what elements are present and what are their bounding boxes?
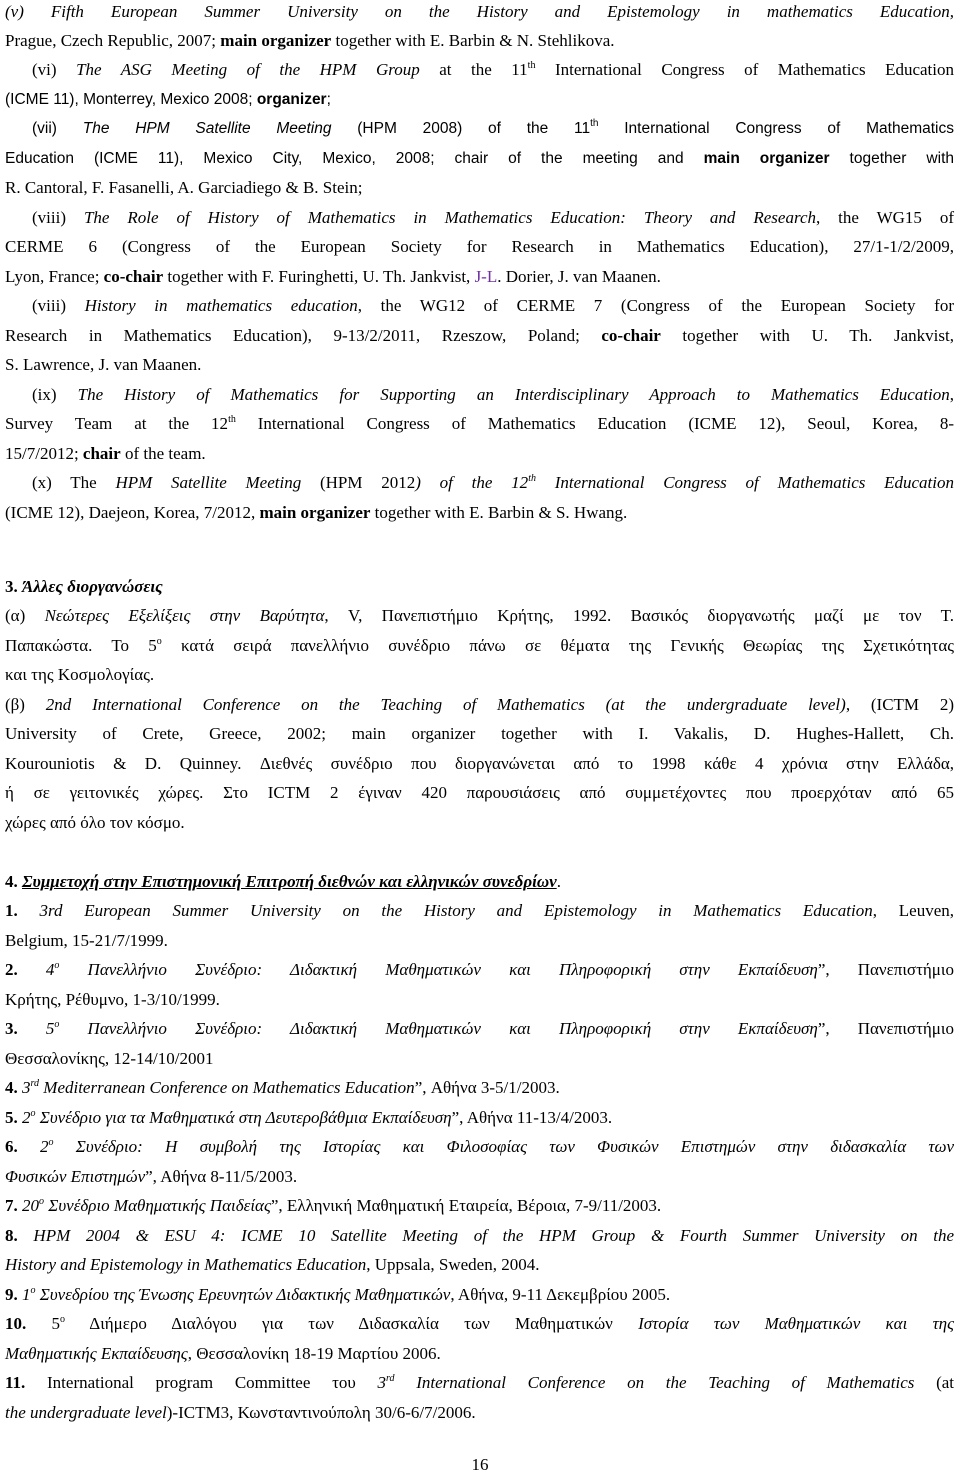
section-4-item-5: 5. $2^o$ Συνέδριο για τα Μαθηματικά στη Δευτεροβάθμια Εκπαίδευση”, Αθήνα 11-13/4/2003. — [5, 1108, 613, 1127]
section-4-item-11-line1: 11. International program Committee του 3rd International Conference on the Teaching of Mathematics (at — [5, 1373, 954, 1392]
section-4-item-1-line2: Belgium, 15-21/7/1999. — [5, 931, 168, 950]
section-4-item-9: 9. $1^o$ Συνεδρίου της Ένωσης Ερευνητών Διδακτικής Μαθηματικών, Αθήνα, 9-11 Δεκεμβρίου 2005. — [5, 1285, 671, 1304]
page-number: 16 — [471, 1455, 489, 1474]
section-4-item-10-line2: Μαθηματικής Εκπαίδευσης, Θεσσαλονίκη 18-19 Μαρτίου 2006. — [5, 1344, 441, 1363]
section-4-item-1-line1: 1. 3rd European Summer University on the History and Epistemology in Mathematics Education, Leuven, — [5, 901, 954, 920]
entry-x-line1: (x) The HPM Satellite Meeting (HPM 2012) of the 12th International Congress of Mathematics Education — [32, 473, 954, 492]
section-4-item-3-line2: Θεσσαλονίκης, 12-14/10/2001 — [5, 1049, 214, 1068]
entry-v-line1: (v) Fifth European Summer University on the History and Epistemology in mathematics Education, — [5, 2, 954, 21]
section-4-item-2-line2: Κρήτης, Ρέθυμνο, 1-3/10/1999. — [5, 990, 220, 1009]
section-4-item-8-line1: 8. HPM 2004 & ESU 4: ICME 10 Satellite Meeting of the HPM Group & Fourth Summer University on the — [5, 1226, 955, 1245]
section-3-b-line2: University of Crete, Greece, 2002; main organizer together with I. Vakalis, D. Hughes-Hallett, Ch. — [5, 724, 954, 743]
entry-vi-line2: (ICME 11), Monterrey, Mexico 2008; organizer; — [5, 91, 331, 108]
entry-viii-cerme6-line2: CERME 6 (Congress of the European Society for Research in Mathematics Education), 27/1-1/2/2009, — [5, 237, 954, 256]
section-4-item-6-line2: Φυσικών Επιστημών”, Αθήνα 8-11/5/2003. — [5, 1167, 298, 1186]
entry-viii-cerme7-line1: (viii) History in mathematics education, the WG12 of CERME 7 (Congress of the European Society for — [32, 296, 954, 315]
section-4-item-11-line2: the undergraduate level)-ICTM3, Κωνσταντινούπολη 30/6-6/7/2006. — [5, 1403, 476, 1422]
entry-viii-cerme6-line1: (viii) The Role of History of Mathematics in Mathematics Education: Theory and Research, the WG15 of — [32, 208, 954, 227]
section-4-item-6-line1: 6. $2^o$ Συνέδριο: Η συμβολή της Ιστορίας και Φιλοσοφίας των Φυσικών Επιστημών στην διδασκαλία των — [5, 1137, 955, 1156]
section-3-a-line3: και της Κοσμολογίας. — [5, 665, 155, 684]
section-4-heading: 4. Συμμετοχή στην Επιστημονική Επιτροπή διεθνών και ελληνικών συνεδρίων. — [5, 872, 561, 891]
entry-x-line2: (ICME 12), Daejeon, Korea, 7/2012, main organizer together with E. Barbin & S. Hwang. — [5, 503, 628, 522]
section-4-item-7: 7. $20^o$ Συνέδριο Μαθηματικής Παιδείας”, Ελληνική Μαθηματική Εταιρεία, Βέροια, 7-9/11/2003. — [5, 1196, 662, 1215]
section-4-item-4: 4. 3rd Mediterranean Conference on Mathematics Education”, Αθήνα 3-5/1/2003. — [5, 1078, 560, 1097]
section-4-item-2-line1: 2. $4^o$ Πανελλήνιο Συνέδριο: Διδακτική Μαθηματικών και Πληροφορική στην Εκπαίδευση”, Πανεπιστήμιο — [5, 960, 954, 979]
entry-vii-line2: Education (ICME 11), Mexico City, Mexico, 2008; chair of the meeting and main organizer together with — [5, 150, 955, 167]
section-3-b-line1: (β) 2nd International Conference on the Teaching of Mathematics (at the undergraduate level), (ICTM 2) — [5, 695, 954, 714]
entry-v-line2: Prague, Czech Republic, 2007; main organizer together with E. Barbin & N. Stehlikova. — [5, 31, 615, 50]
section-3-a-line2: Παπακώστα. Το $5^o$ κατά σειρά πανελλήνιο συνέδριο πάνω σε θέματα της Γενικής Θεωρίας της Σχετικότητας — [5, 636, 954, 655]
section-4-item-3-line1: 3. $5^o$ Πανελλήνιο Συνέδριο: Διδακτική Μαθηματικών και Πληροφορική στην Εκπαίδευση”, Πανεπιστήμιο — [5, 1019, 954, 1038]
section-3-heading: 3. Άλλες διοργανώσεις — [5, 577, 163, 596]
entry-viii-cerme7-line3: S. Lawrence, J. van Maanen. — [5, 355, 202, 374]
section-3-b-line3: Kourouniotis & D. Quinney. Διεθνές συνέδριο που διοργανώνεται από το 1998 κάθε 4 χρόνια στην Ελλάδα, — [5, 754, 954, 773]
section-3-a-line1: (α) Νεώτερες Εξελίξεις στην Βαρύτητα, V, Πανεπιστήμιο Κρήτης, 1992. Βασικός διοργανωτής μαζί με τον Τ. — [5, 606, 955, 625]
entry-ix-line2: Survey Team at the 12th International Congress of Mathematics Education (ICME 12), Seoul, Korea, 8- — [5, 414, 954, 433]
entry-ix-line1: (ix) The History of Mathematics for Supporting an Interdisciplinary Approach to Mathematics Education, — [32, 385, 955, 404]
entry-ix-line3: 15/7/2012; chair of the team. — [5, 444, 206, 463]
section-4-item-10-line1: 10. $5^o$ Διήμερο Διαλόγου για των Διδασκαλία των Μαθηματικών Ιστορία των Μαθηματικών και της — [5, 1314, 954, 1333]
section-3-b-line4: ή σε γειτονικές χώρες. Στο ICTM 2 έγιναν 420 παρουσιάσεις από συμμετέχοντες που προερχόταν από 65 — [5, 783, 954, 802]
entry-viii-cerme6-line3: Lyon, France; co-chair together with F. Furinghetti, U. Th. Jankvist, J-L. Dorier, J. van Maanen. — [5, 267, 661, 286]
entry-vi-line1: (vi) The ASG Meeting of the HPM Group at the 11th International Congress of Mathematics Education — [32, 60, 955, 79]
entry-viii-cerme7-line2: Research in Mathematics Education), 9-13/2/2011, Rzeszow, Poland; co-chair together with U. Th. Jankvist, — [5, 326, 954, 345]
entry-vii-line3: R. Cantoral, F. Fasanelli, A. Garciadiego & B. Stein; — [5, 178, 363, 197]
entry-vii-line1: (vii) The HPM Satellite Meeting (HPM 2008) of the 11th International Congress of Mathematics — [32, 118, 954, 137]
section-4-item-8-line2: History and Epistemology in Mathematics Education, Uppsala, Sweden, 2004. — [5, 1255, 540, 1274]
section-3-b-line5: χώρες από όλο τον κόσμο. — [5, 813, 185, 832]
